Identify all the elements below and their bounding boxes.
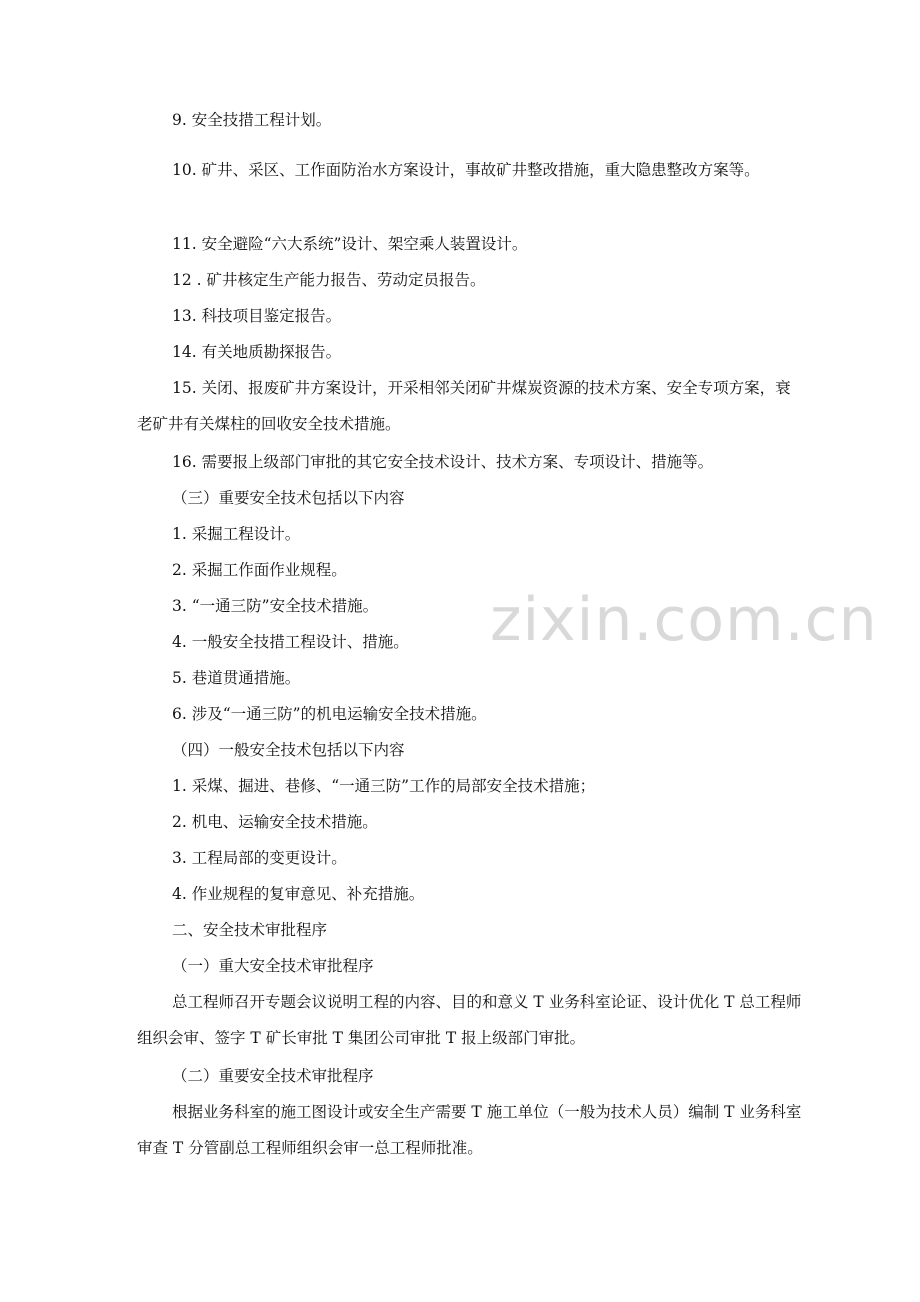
- list-item: 3. 工程局部的变更设计。: [172, 849, 347, 867]
- item-16: 16. 需要报上级部门审批的其它安全技术设计、技术方案、专项设计、措施等。: [172, 453, 714, 471]
- item-15: 15. 关闭、报废矿井方案设计，开采相邻关闭矿井煤炭资源的技术方案、安全专项方案，衰老矿井有关煤柱的回收安全技术措施。: [137, 379, 791, 433]
- list-item: 4. 作业规程的复审意见、补充措施。: [172, 885, 425, 903]
- list-item: 6. 涉及“一通三防”的机电运输安全技术措施。: [172, 705, 487, 723]
- section-heading-4: （四）一般安全技术包括以下内容: [172, 741, 405, 759]
- section-heading-2: 二、安全技术审批程序: [172, 921, 328, 939]
- subsection-heading: （一）重大安全技术审批程序: [172, 957, 374, 975]
- section-heading-3: （三）重要安全技术包括以下内容: [172, 489, 405, 507]
- list-item: 3. “一通三防”安全技术措施。: [172, 597, 379, 615]
- item-14: 14. 有关地质勘探报告。: [172, 343, 342, 361]
- list-item: 5. 巷道贯通措施。: [172, 669, 301, 687]
- item-13: 13. 科技项目鉴定报告。: [172, 307, 342, 325]
- item-12: 12 . 矿井核定生产能力报告、劳动定员报告。: [172, 271, 486, 289]
- list-item: 2. 机电、运输安全技术措施。: [172, 813, 378, 831]
- paragraph-important-procedure: 根据业务科室的施工图设计或安全生产需要 T 施工单位（一般为技术人员）编制 T 业务科室审查 T 分管副总工程师组织会审一总工程师批准。: [137, 1103, 802, 1157]
- item-10: 10. 矿井、采区、工作面防治水方案设计，事故矿井整改措施，重大隐患整改方案等。: [172, 161, 760, 179]
- subsection-heading: （二）重要安全技术审批程序: [172, 1067, 374, 1085]
- item-9: 9. 安全技措工程计划。: [172, 111, 332, 129]
- item-11: 11. 安全避险“六大系统”设计、架空乘人装置设计。: [172, 235, 528, 253]
- paragraph-major-procedure: 总工程师召开专题会议说明工程的内容、目的和意义 T 业务科室论证、设计优化 T 总工程师组织会审、签字 T 矿长审批 T 集团公司审批 T 报上级部门审批。: [137, 993, 802, 1047]
- list-item: 2. 采掘工作面作业规程。: [172, 561, 347, 579]
- list-item: 1. 采掘工程设计。: [172, 525, 301, 543]
- list-item: 4. 一般安全技措工程设计、措施。: [172, 633, 409, 651]
- watermark: zixin.com.cn: [490, 585, 878, 655]
- list-item: 1. 采煤、掘进、巷修、“一通三防”工作的局部安全技术措施；: [172, 777, 596, 795]
